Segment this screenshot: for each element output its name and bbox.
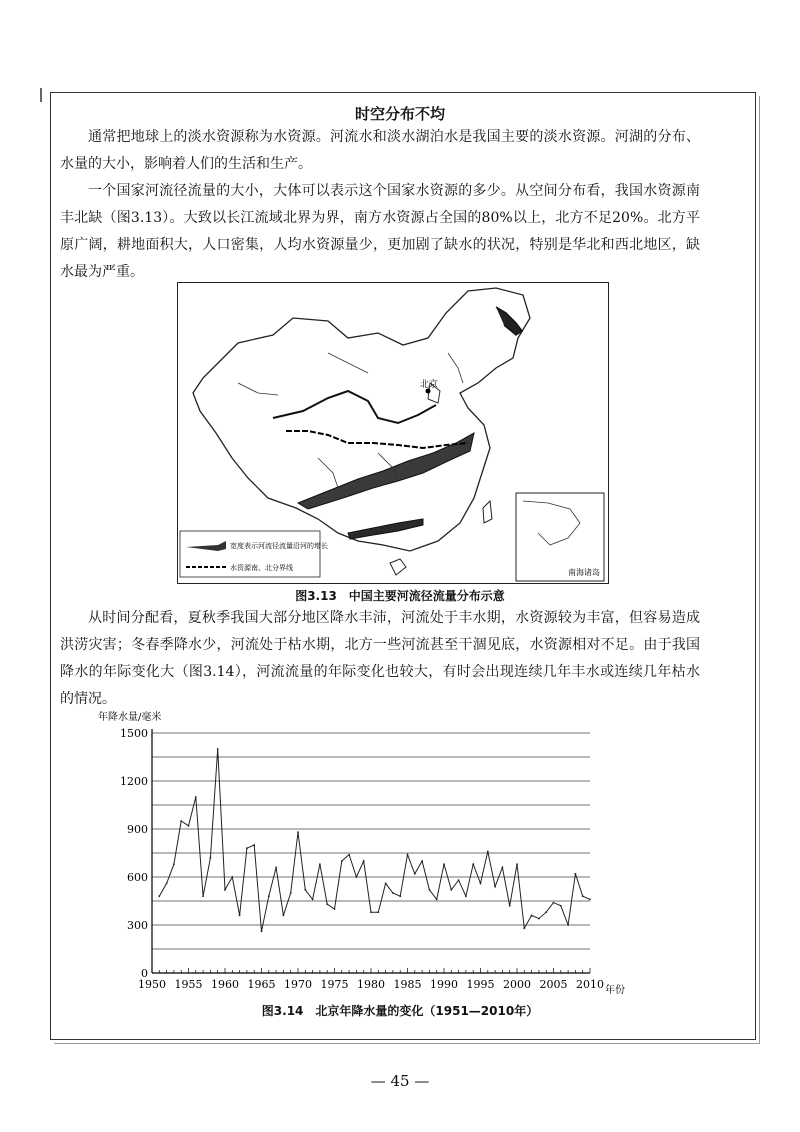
x-tick-label: 1965 [247, 978, 276, 991]
data-point [516, 863, 518, 865]
data-point [458, 879, 460, 881]
data-point [239, 915, 241, 917]
data-point [407, 854, 409, 856]
taiwan-island [483, 501, 492, 523]
data-point [385, 883, 387, 885]
data-point [487, 851, 489, 853]
river-runoff-map [177, 282, 609, 584]
scan-mark [40, 88, 42, 102]
paragraph-water-resources-definition: 通常把地球上的淡水资源称为水资源。河流水和淡水湖泊水是我国主要的淡水资源。河湖的分布、水量的大小，影响着人们的生活和生产。 [60, 129, 700, 172]
data-point [180, 820, 182, 822]
data-point [290, 892, 292, 894]
data-point [502, 867, 504, 869]
x-tick-label: 2005 [539, 978, 568, 991]
data-point [217, 748, 219, 750]
map-caption: 图3.13 中国主要河流径流量分布示意 [295, 589, 505, 603]
data-point [392, 892, 394, 894]
x-tick-label: 1970 [284, 978, 312, 991]
china-outline [193, 288, 530, 551]
page-number: — 45 — [370, 1072, 430, 1090]
data-point [173, 863, 175, 865]
data-point [465, 895, 467, 897]
y-tick-label: 0 [141, 967, 148, 980]
data-point [210, 857, 212, 859]
hainan-island [390, 559, 406, 575]
x-tick-label: 1980 [357, 978, 385, 991]
data-point [312, 899, 314, 901]
data-point [363, 860, 365, 862]
x-tick-label: 1990 [430, 978, 458, 991]
river-tributary-4 [318, 458, 338, 488]
x-tick-label: 1985 [393, 978, 422, 991]
data-point [275, 867, 277, 869]
y-tick-label: 1200 [120, 775, 148, 788]
data-point [443, 863, 445, 865]
data-point [297, 831, 299, 833]
x-tick-label: 2000 [503, 978, 531, 991]
data-point [188, 825, 190, 827]
river-tributary-5 [448, 353, 463, 383]
data-point [370, 911, 372, 913]
x-tick-label: 1975 [320, 978, 349, 991]
data-point [531, 915, 533, 917]
chart-caption: 图3.14 北京年降水量的变化（1951—2010年） [261, 1004, 539, 1018]
data-point [545, 911, 547, 913]
data-point [341, 860, 343, 862]
china-map-svg [178, 283, 608, 583]
beijing-label: 北京 [420, 380, 439, 390]
data-point [494, 886, 496, 888]
x-axis-label: 年份 [605, 985, 625, 996]
data-point [421, 860, 423, 862]
data-point [283, 915, 285, 917]
x-tick-label: 1960 [211, 978, 239, 991]
river-tributary-2 [328, 353, 368, 373]
legend-boundary-label: 水资源南、北分界线 [230, 564, 293, 572]
x-tick-label: 1995 [466, 978, 495, 991]
data-point [429, 889, 431, 891]
pearl-river [348, 519, 423, 539]
data-point [246, 847, 248, 849]
data-point [231, 876, 233, 878]
data-point [567, 924, 569, 926]
inset-label: 南海诸岛 [568, 568, 600, 577]
y-tick-label: 900 [127, 823, 148, 836]
data-point [399, 895, 401, 897]
data-point [253, 844, 255, 846]
data-point [224, 889, 226, 891]
data-point [268, 895, 270, 897]
data-point [334, 908, 336, 910]
precipitation-chart [90, 708, 650, 1003]
data-point [304, 889, 306, 891]
data-point [261, 931, 263, 933]
data-point [523, 927, 525, 929]
data-point [575, 873, 577, 875]
data-point [480, 883, 482, 885]
x-tick-label: 2010 [576, 978, 604, 991]
y-tick-label: 600 [127, 871, 148, 884]
data-point [326, 903, 328, 905]
x-tick-label: 1950 [138, 978, 166, 991]
section-title: 时空分布不均 [354, 105, 445, 123]
data-point [450, 889, 452, 891]
legend-width-label: 宽度表示河流径流量沿河的增长 [230, 542, 328, 550]
y-tick-label: 1500 [120, 727, 148, 740]
y-tick-label: 300 [127, 919, 148, 932]
data-point [553, 902, 555, 904]
data-point [560, 905, 562, 907]
data-point [509, 905, 511, 907]
data-point [348, 854, 350, 856]
yellow-river [273, 391, 436, 423]
data-point [538, 918, 540, 920]
data-point [319, 863, 321, 865]
data-point [356, 876, 358, 878]
data-point [589, 899, 591, 901]
data-point [195, 796, 197, 798]
heilongjiang-river [496, 307, 522, 335]
precipitation-chart-svg [90, 708, 650, 1003]
data-point [582, 895, 584, 897]
y-axis-label: 年降水量/毫米 [98, 712, 162, 723]
north-south-boundary [286, 431, 468, 448]
data-point [158, 895, 160, 897]
data-point [377, 911, 379, 913]
data-point [436, 899, 438, 901]
data-point [202, 895, 204, 897]
data-point [472, 863, 474, 865]
data-point [166, 883, 168, 885]
x-tick-label: 1955 [174, 978, 203, 991]
paragraph-spatial-distribution: 一个国家河流径流量的大小，大体可以表示这个国家水资源的多少。从空间分布看，我国水资源南丰北缺（图3.13）。大致以长江流域北界为界，南方水资源占全国的80%以上，北方不足20%。北方平原广阔，耕地面积大，人口密集，人均水资源量少，更加剧了缺水的状况，特别是华北和西北地区，缺水最为严重。 [60, 183, 700, 280]
river-tributary-1 [238, 383, 278, 395]
data-point [414, 873, 416, 875]
series-line [159, 749, 590, 931]
paragraph-temporal-distribution: 从时间分配看，夏秋季我国大部分地区降水丰沛，河流处于丰水期，水资源较为丰富，但容易造成洪涝灾害；冬春季降水少，河流处于枯水期，北方一些河流甚至干涸见底，水资源相对不足。由于我国降水的年际变化大（图3.14），河流流量的年际变化也较大，有时会出现连续几年丰水或连续几年枯水的情况。 [60, 610, 700, 707]
